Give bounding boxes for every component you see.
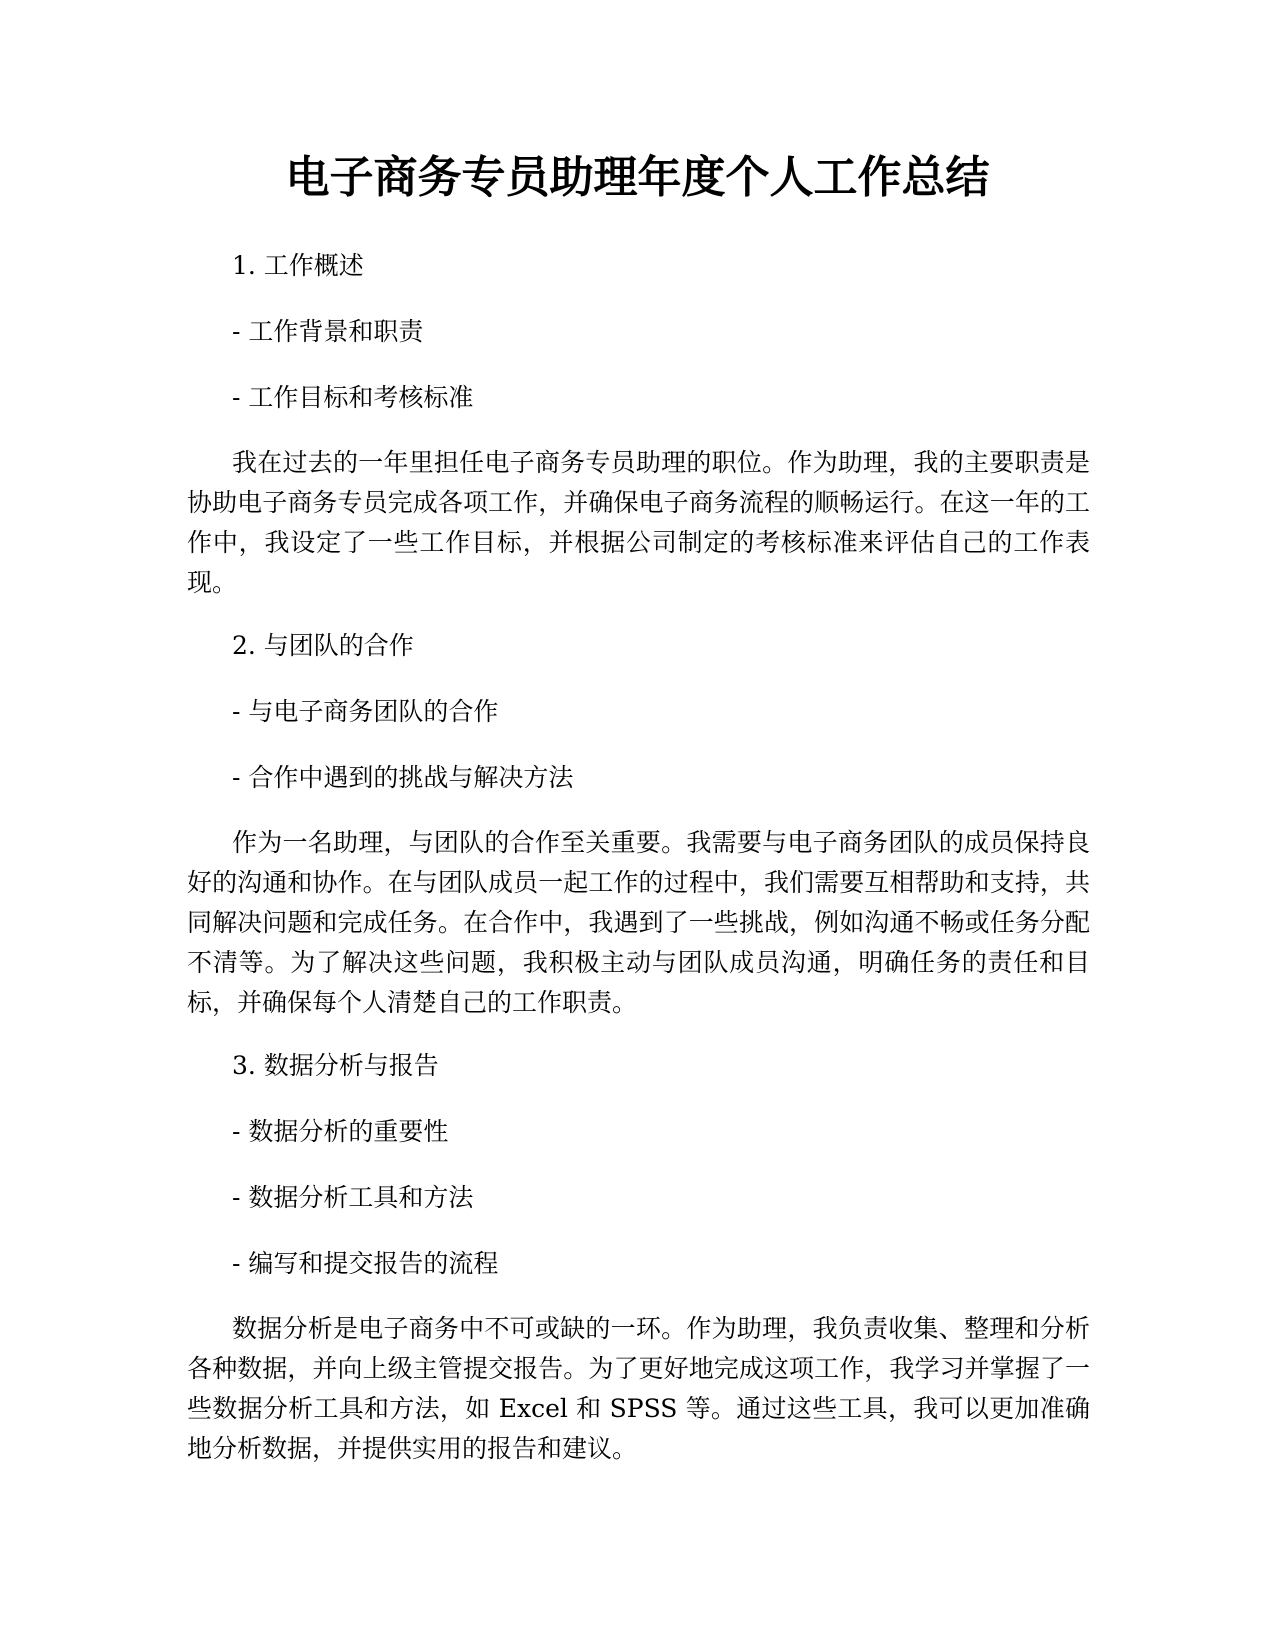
- bullet-item: - 合作中遇到的挑战与解决方法: [232, 763, 574, 792]
- bullet-item: - 数据分析工具和方法: [232, 1183, 474, 1212]
- bullet-item: - 数据分析的重要性: [232, 1117, 449, 1146]
- section-heading: 1. 工作概述: [232, 251, 364, 280]
- bullet-item: - 工作背景和职责: [232, 317, 424, 346]
- section-paragraph: 作为一名助理，与团队的合作至关重要。我需要与电子商务团队的成员保持良好的沟通和协作。在与团队成员一起工作的过程中，我们需要互相帮助和支持，共同解决问题和完成任务。在合作中，我遇到了一些挑战，例如沟通不畅或任务分配不清等。为了解决这些问题，我积极主动与团队成员沟通，明确任务的责任和目标，并确保每个人清楚自己的工作职责。: [187, 828, 1090, 1017]
- bullet-item: - 工作目标和考核标准: [232, 383, 474, 412]
- bullet-item: - 编写和提交报告的流程: [232, 1249, 499, 1278]
- document-body: [187, 245, 1090, 1491]
- document-title: 电子商务专员助理年度个人工作总结: [285, 152, 990, 203]
- bullet-item: - 与电子商务团队的合作: [232, 697, 499, 726]
- section-heading: 2. 与团队的合作: [232, 631, 414, 660]
- section-paragraph: 我在过去的一年里担任电子商务专员助理的职位。作为助理，我的主要职责是协助电子商务专员完成各项工作，并确保电子商务流程的顺畅运行。在这一年的工作中，我设定了一些工作目标，并根据公司制定的考核标准来评估自己的工作表现。: [187, 448, 1090, 597]
- section-heading: 3. 数据分析与报告: [232, 1051, 439, 1080]
- section-paragraph: 数据分析是电子商务中不可或缺的一环。作为助理，我负责收集、整理和分析各种数据，并向上级主管提交报告。为了更好地完成这项工作，我学习并掌握了一些数据分析工具和方法，如 Excel 和 SPSS 等。通过这些工具，我可以更加准确地分析数据，并提供实用的报告和建议。: [187, 1314, 1090, 1463]
